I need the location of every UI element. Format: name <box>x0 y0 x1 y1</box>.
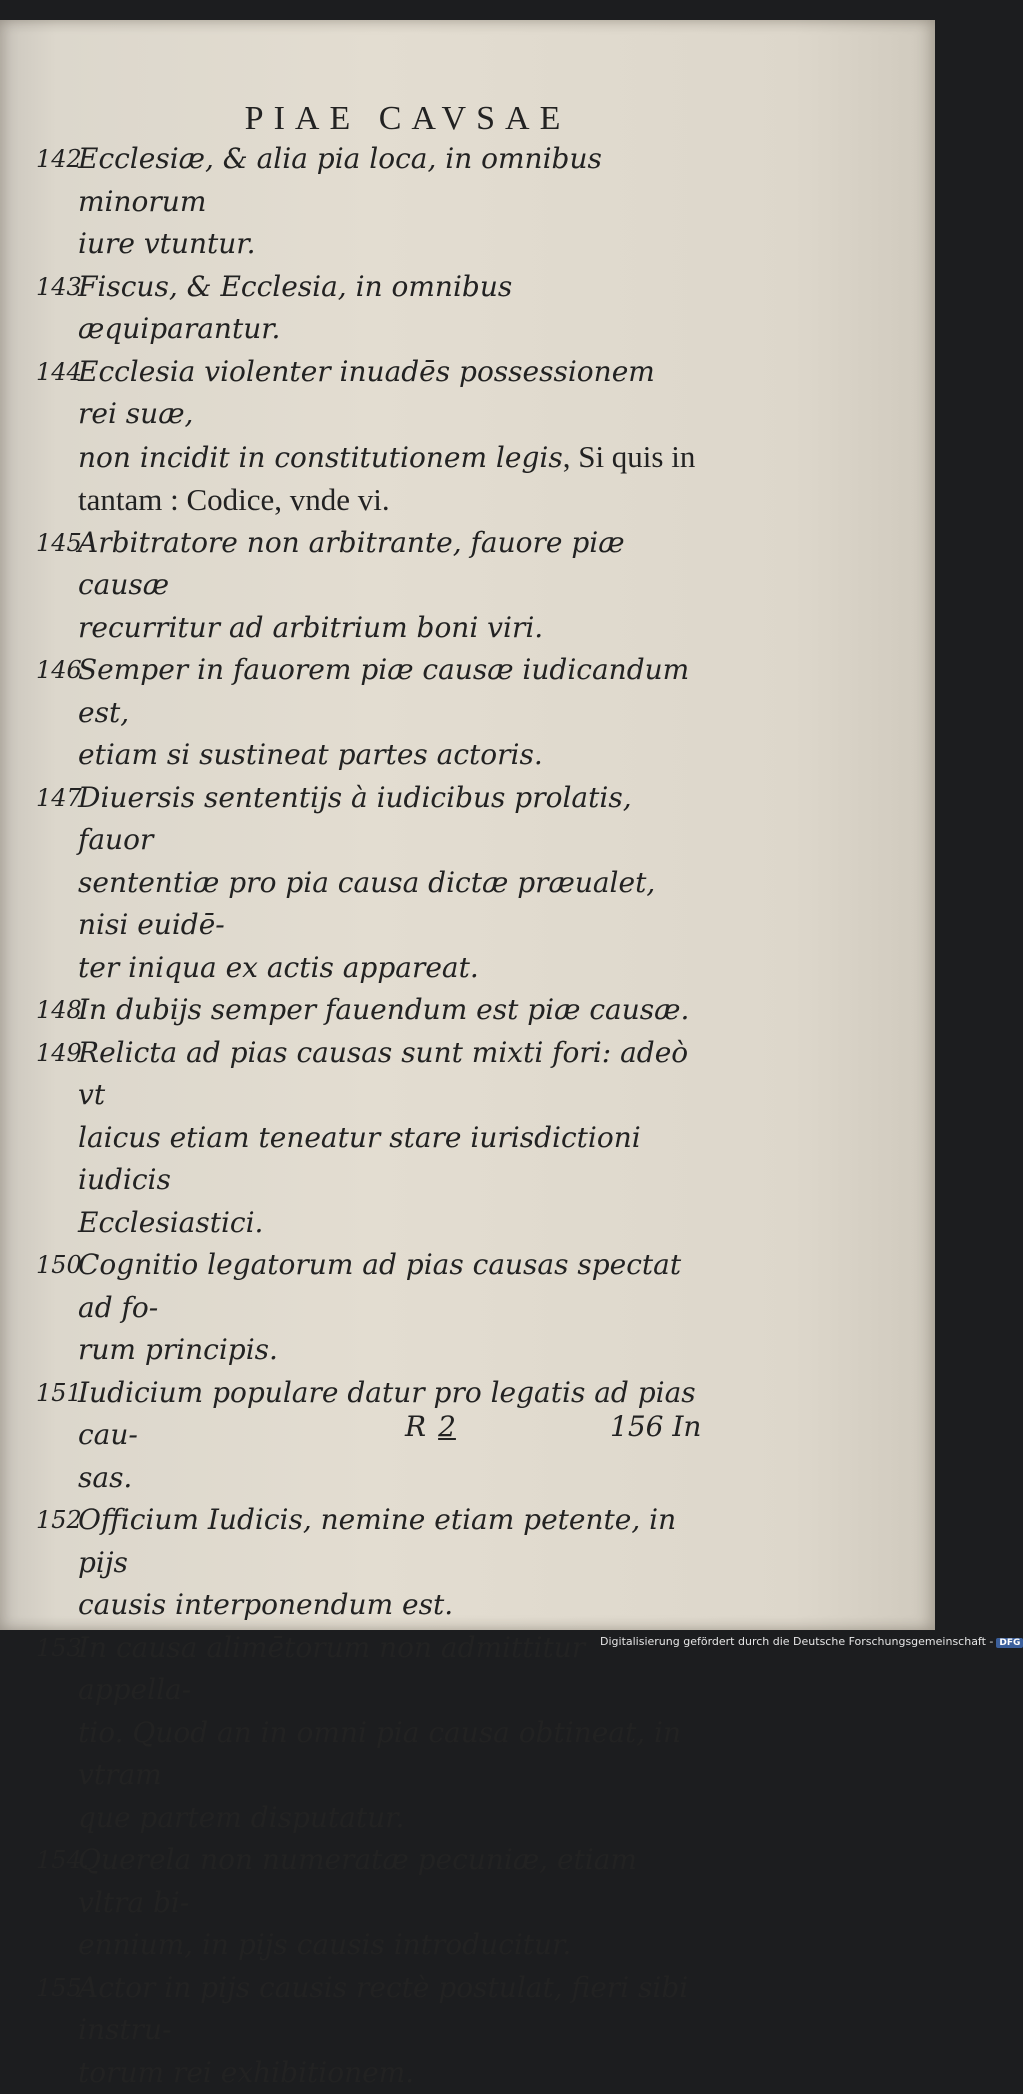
entry-line: Officium Iudicis, nemine etiam petente, in pijs <box>78 1499 696 1584</box>
entry-line: tantam : Codice, vnde vi. <box>78 479 696 522</box>
entry-line <box>78 436 696 480</box>
entry-line: Ecclesiastici. <box>78 1202 696 1245</box>
credit-text: Digitalisierung gefördert durch die Deutsche Forschungsgemeinschaft - <box>600 1635 993 1648</box>
entry-line: rum principis. <box>78 1329 696 1372</box>
signature-letter: R <box>405 1410 426 1443</box>
entry-line: Cognitio legatorum ad pias causas spectat ad fo- <box>78 1244 696 1329</box>
running-head <box>0 100 935 138</box>
signature-mark <box>405 1410 456 1443</box>
book-page <box>0 20 935 1630</box>
entry-number: 150 <box>36 1244 82 1287</box>
entry-line: causis interponendum est. <box>78 1584 696 1627</box>
running-head-text: PIAE CAVSAE <box>245 100 571 137</box>
entry-line: sas. <box>78 1457 696 1500</box>
entry-line: Arbitratore non arbitrante, fauore piæ causæ <box>78 522 696 607</box>
entry-149 <box>36 1032 696 1245</box>
entry-line: ter iniqua ex actis appareat. <box>78 947 696 990</box>
entry-146 <box>36 649 696 777</box>
entry-list <box>36 138 696 2094</box>
entry-line: In dubijs semper fauendum est piæ causæ. <box>78 989 696 1032</box>
entry-line-italic: non incidit in constitutionem legis <box>78 441 563 474</box>
entry-147 <box>36 777 696 990</box>
entry-144 <box>36 351 696 522</box>
entry-line: ennium, in pijs causis introducitur. <box>78 1924 696 1967</box>
entry-line: Querela non numeratæ pecuniæ, etiam vltra bi- <box>78 1839 696 1924</box>
entry-number: 153 <box>36 1627 82 1670</box>
entry-line: iure vtuntur. <box>78 223 696 266</box>
entry-151 <box>36 1372 696 1500</box>
dfg-logo: DFG <box>996 1638 1023 1648</box>
entry-152 <box>36 1499 696 1627</box>
entry-line-roman: , Si quis in <box>563 439 696 474</box>
entry-line: Relicta ad pias causas sunt mixti fori: adeò vt <box>78 1032 696 1117</box>
entry-line: Iudicium populare datur pro legatis ad pias cau- <box>78 1372 696 1457</box>
digitization-credit <box>600 1635 1023 1651</box>
entry-line: laicus etiam teneatur stare iurisdictioni iudicis <box>78 1117 696 1202</box>
entry-number: 143 <box>36 266 82 309</box>
entry-145 <box>36 522 696 650</box>
entry-line: Ecclesiæ, & alia pia loca, in omnibus minorum <box>78 138 696 223</box>
entry-number: 145 <box>36 522 82 565</box>
entry-154 <box>36 1839 696 1967</box>
entry-number: 151 <box>36 1372 82 1415</box>
entry-153 <box>36 1627 696 1840</box>
entry-line: Semper in fauorem piæ causæ iudicandum est, <box>78 649 696 734</box>
entry-150 <box>36 1244 696 1372</box>
entry-number: 149 <box>36 1032 82 1075</box>
entry-155 <box>36 1967 696 2094</box>
entry-line: torum rei exhibitionem. <box>78 2052 696 2094</box>
entry-number: 147 <box>36 777 82 820</box>
entry-line: Diuersis sententijs à iudicibus prolatis, fauor <box>78 777 696 862</box>
entry-142 <box>36 138 696 266</box>
entry-143 <box>36 266 696 351</box>
entry-line: que partem disputatur. <box>78 1797 696 1840</box>
entry-line: Fiscus, & Ecclesia, in omnibus æquiparantur. <box>78 266 696 351</box>
catchword: 156 In <box>610 1410 701 1443</box>
entry-line: recurritur ad arbitrium boni viri. <box>78 607 696 650</box>
signature-number: 2 <box>438 1410 456 1443</box>
entry-number: 154. <box>36 1839 89 1882</box>
entry-line: Actor in pijs causis rectè postulat, fieri sibi instru- <box>78 1967 696 2052</box>
entry-number: 142 <box>36 138 82 181</box>
entry-number: 148 <box>36 989 82 1032</box>
entry-line: sententiæ pro pia causa dictæ præualet, nisi euidē- <box>78 862 696 947</box>
entry-line: In causa alimētorum non admittitur appella- <box>78 1627 696 1712</box>
entry-line: tio. Quod an in omni pia causa obtineat, in vtram <box>78 1712 696 1797</box>
entry-number: 155 <box>36 1967 82 2010</box>
entry-line: Ecclesia violenter inuadēs possessionem rei suæ, <box>78 351 696 436</box>
entry-line: etiam si sustineat partes actoris. <box>78 734 696 777</box>
entry-number: 152 <box>36 1499 82 1542</box>
entry-number: 146 <box>36 649 82 692</box>
entry-number: 144 <box>36 351 82 394</box>
entry-148 <box>36 989 696 1032</box>
